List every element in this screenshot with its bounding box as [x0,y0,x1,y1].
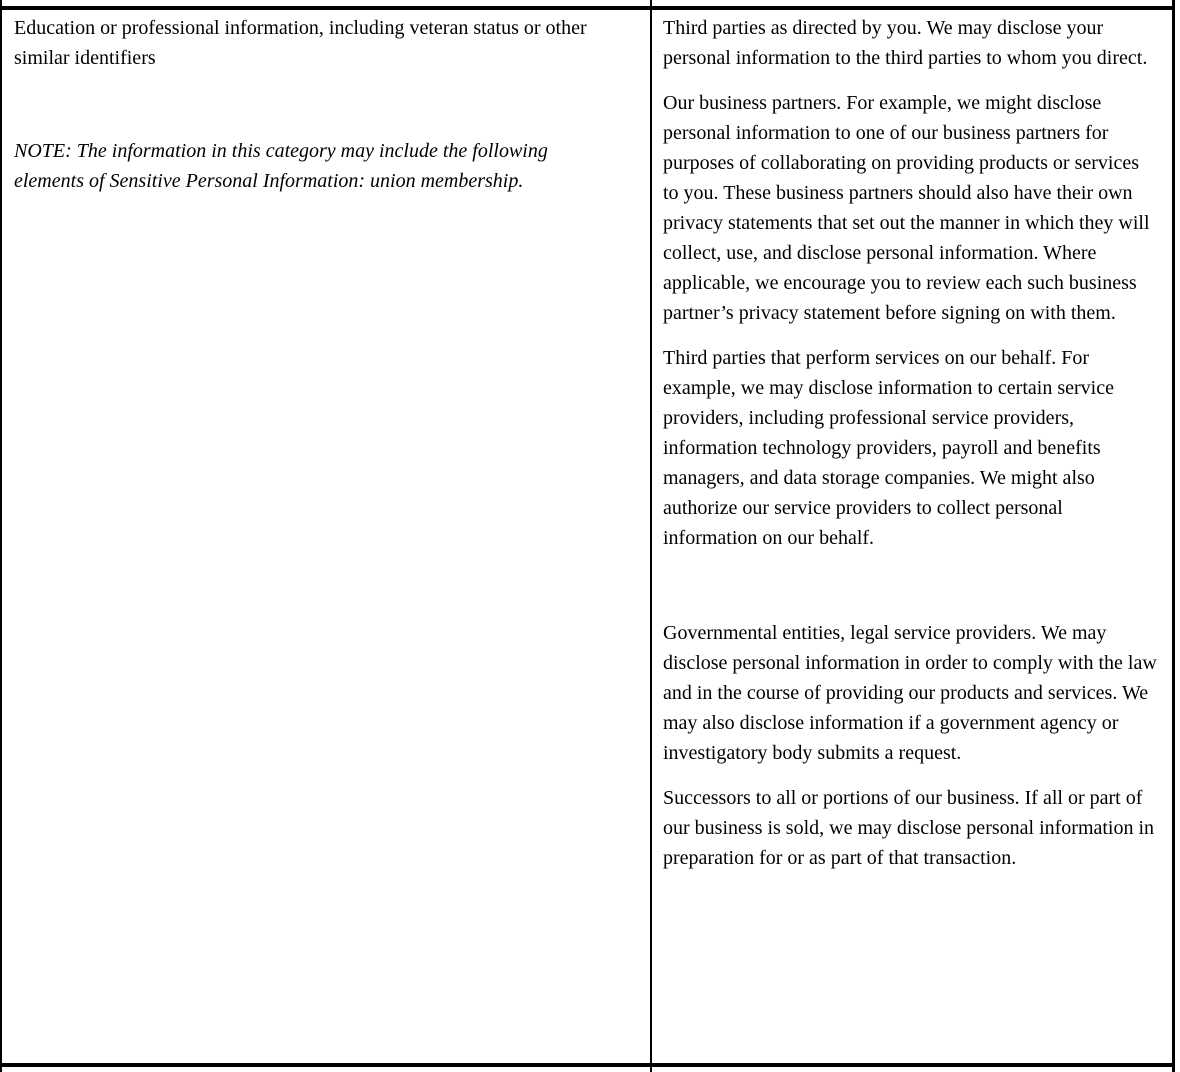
disclosure-paragraph-service-providers: Third parties that perform services on our behalf. For example, we may disclose information to certain service providers, including professional service providers, information technology providers, payroll and benefits managers, and data storage companies. We might also authorize our service providers to collect personal information on our behalf. [663,347,1114,549]
disclosure-paragraph-third-parties-directed: Third parties as directed by you. We may disclose your personal information to the third parties to whom you direct. [663,17,1148,69]
disclosure-paragraph-successors: Successors to all or portions of our business. If all or part of our business is sold, we may disclose personal information in preparation for or as part of that transaction. [663,787,1155,869]
partial-cell-right-below [652,1067,1172,1072]
partial-row-below [0,1067,1175,1072]
table-cell-disclosures [652,10,1172,1063]
partial-row-above [0,0,1175,6]
disclosure-paragraph-governmental-entities: Governmental entities, legal service providers. We may disclose personal information in order to comply with the law and in the course of providing our products and services. We may also disclose information if a government agency or investigatory body submits a request. [663,622,1157,764]
table-row [0,10,1175,1063]
category-paragraph: Education or professional information, including veteran status or other similar identifiers [14,17,587,69]
partial-cell-left-below [2,1067,650,1072]
note-paragraph: NOTE: The information in this category may include the following elements of Sensitive Personal Information: union membership. [14,140,548,192]
partial-cell-right-above [652,0,1172,6]
disclosure-paragraph-business-partners: Our business partners. For example, we might disclose personal information to one of our business partners for purposes of collaborating on providing products or services to you. These business partners should also have their own privacy statements that set out the manner in which they will collect, use, and disclose personal information. Where applicable, we encourage you to review each such business partner’s privacy statement before signing on with them. [663,92,1150,324]
table-cell-category [2,10,650,1063]
partial-cell-left-above [2,0,650,6]
